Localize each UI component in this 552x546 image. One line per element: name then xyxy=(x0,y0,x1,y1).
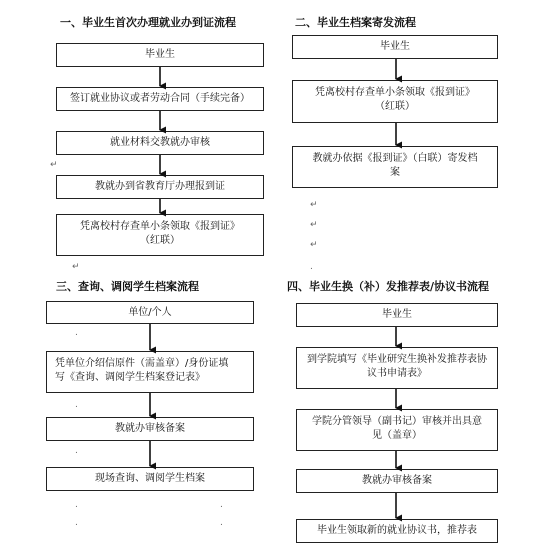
paragraph-mark-icon: . xyxy=(75,328,78,338)
paragraph-mark-icon: ↵ xyxy=(50,160,58,170)
s2-step-2-text-line-2: （红联） xyxy=(375,101,415,112)
paragraph-mark-icon: ↵ xyxy=(72,262,80,272)
s4-step-3-text-line-2: 见（盖章） xyxy=(372,430,422,441)
s1-step-1-text: 毕业生 xyxy=(145,49,175,60)
s2-step-3-text-line-2: 案 xyxy=(390,167,400,178)
s1-step-3-text: 就业材料交教就办审核 xyxy=(110,137,210,148)
paragraph-mark-icon: . xyxy=(75,400,78,410)
paragraph-mark-icon: ↵ xyxy=(310,240,318,250)
s1-step-5-text-line-1: 凭离校村存查单小条领取《报到证》 xyxy=(80,221,240,232)
s3-step-2-text-line-2: 写《查询、调阅学生档案登记表》 xyxy=(55,372,205,383)
s3-step-4-text: 现场查询、调阅学生档案 xyxy=(95,473,205,484)
section-4-title: 四、毕业生换（补）发推荐表/协议书流程 xyxy=(287,280,490,293)
paragraph-mark-icon: . xyxy=(220,500,223,510)
paragraph-mark-icon: . xyxy=(75,518,78,528)
paragraph-mark-icon: . xyxy=(75,446,78,456)
s4-step-2-text-line-1: 到学院填写《毕业研究生换补发推荐表协 xyxy=(307,354,487,365)
s4-step-4-text: 教就办审核备案 xyxy=(362,475,432,486)
section-1-title: 一、毕业生首次办理就业办到证流程 xyxy=(60,16,236,29)
s2-step-3-text-line-1: 教就办依据《报到证》（白联）寄发档 xyxy=(312,153,478,164)
section-3-title: 三、查询、调阅学生档案流程 xyxy=(56,280,199,293)
paragraph-mark-icon: . xyxy=(220,518,223,528)
s2-step-2-text-line-1: 凭离校村存查单小条领取《报到证》 xyxy=(315,87,475,98)
s3-step-2-text-line-1: 凭单位介绍信原件（需盖章）/身份证填 xyxy=(55,358,229,369)
s2-step-1-text: 毕业生 xyxy=(380,41,410,52)
s4-step-2-text-line-2: 议书申请表》 xyxy=(367,368,427,379)
paragraph-mark-icon: . xyxy=(75,500,78,510)
s4-step-1-text: 毕业生 xyxy=(382,309,412,320)
paragraph-mark-icon: ↵ xyxy=(310,220,318,230)
s1-step-4-text: 教就办到省教育厅办理报到证 xyxy=(95,181,225,192)
s4-step-5-text: 毕业生领取新的就业协议书，推荐表 xyxy=(317,525,477,536)
s3-step-3-text: 教就办审核备案 xyxy=(115,423,185,434)
s3-step-1-text: 单位/个人 xyxy=(128,306,172,318)
s4-step-3-text-line-1: 学院分管领导（副书记）审核并出具意 xyxy=(312,416,482,427)
s1-step-5-text-line-2: （红联） xyxy=(140,235,180,246)
paragraph-mark-icon: ↵ xyxy=(310,200,318,210)
section-2-title: 二、毕业生档案寄发流程 xyxy=(295,16,416,29)
s1-step-2-text: 签订就业协议或者劳动合同（手续完备） xyxy=(70,93,250,104)
paragraph-mark-icon: . xyxy=(310,262,313,272)
